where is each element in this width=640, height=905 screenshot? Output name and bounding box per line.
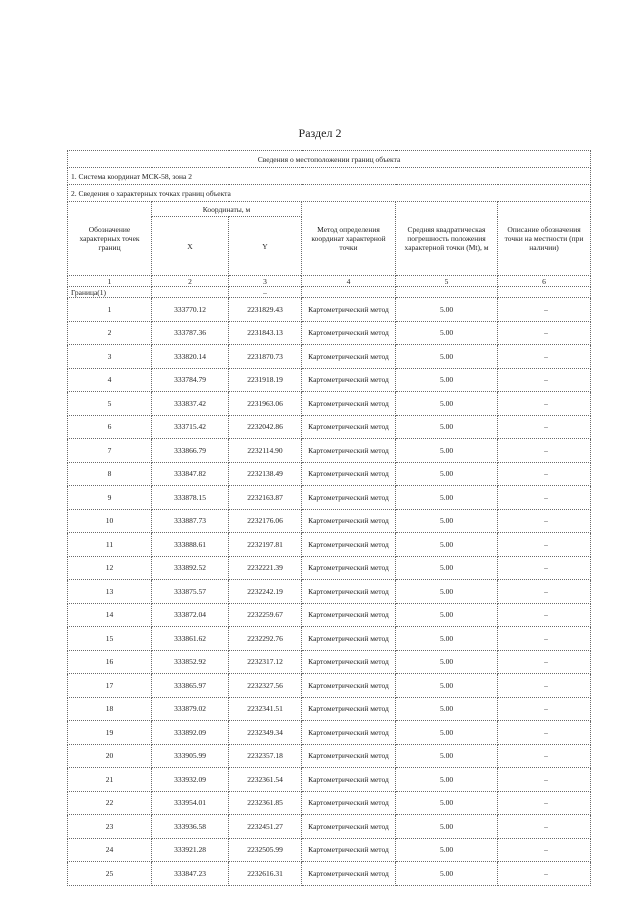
header-accuracy: Средняя квадратическая погрешность положения характерной точки (Mt), м <box>396 202 498 276</box>
column-number: 2 <box>152 276 229 287</box>
method-cell: Картометрический метод <box>302 862 396 886</box>
coord-y: 2232317.12 <box>229 650 302 674</box>
table-row <box>68 580 591 604</box>
coord-y: 2232163.87 <box>229 486 302 510</box>
description-cell: – <box>498 815 591 839</box>
coord-x: 333932.09 <box>152 768 229 792</box>
section-heading: Раздел 2 <box>298 126 342 140</box>
coord-x: 333820.14 <box>152 345 229 369</box>
coord-x: 333847.23 <box>152 862 229 886</box>
coord-x: 333921.28 <box>152 838 229 862</box>
accuracy-cell: 5.00 <box>396 697 498 721</box>
accuracy-cell: 5.00 <box>396 298 498 322</box>
method-cell: Картометрический метод <box>302 415 396 439</box>
coord-x: 333715.42 <box>152 415 229 439</box>
table-row <box>68 627 591 651</box>
accuracy-cell: 5.00 <box>396 650 498 674</box>
table-row <box>68 674 591 698</box>
header-coordinates: Координаты, м <box>152 202 302 217</box>
header-x: X <box>152 217 229 276</box>
coord-x: 333837.42 <box>152 392 229 416</box>
coord-x: 333861.62 <box>152 627 229 651</box>
table-row <box>68 533 591 557</box>
method-cell: Картометрический метод <box>302 815 396 839</box>
method-cell: Картометрический метод <box>302 345 396 369</box>
accuracy-cell: 5.00 <box>396 721 498 745</box>
coord-x: 333875.57 <box>152 580 229 604</box>
description-cell: – <box>498 674 591 698</box>
point-number: 22 <box>68 791 152 815</box>
description-cell: – <box>498 486 591 510</box>
method-cell: Картометрический метод <box>302 768 396 792</box>
point-number: 9 <box>68 486 152 510</box>
accuracy-cell: 5.00 <box>396 415 498 439</box>
point-number: 7 <box>68 439 152 463</box>
coord-y: 2232505.99 <box>229 838 302 862</box>
coord-y: 2231870.73 <box>229 345 302 369</box>
coord-x: 333847.82 <box>152 462 229 486</box>
coord-y: 2232357.18 <box>229 744 302 768</box>
accuracy-cell: 5.00 <box>396 862 498 886</box>
accuracy-cell: 5.00 <box>396 768 498 792</box>
coord-y: 2231843.13 <box>229 321 302 345</box>
point-number: 17 <box>68 674 152 698</box>
point-number: 15 <box>68 627 152 651</box>
table-row <box>68 721 591 745</box>
method-cell: Картометрический метод <box>302 556 396 580</box>
method-cell: Картометрический метод <box>302 838 396 862</box>
coord-x: 333905.99 <box>152 744 229 768</box>
points-section-line: 2. Сведения о характерных точках границ объекта <box>68 185 591 202</box>
description-cell: – <box>498 321 591 345</box>
description-cell: – <box>498 744 591 768</box>
coord-y: 2232451.27 <box>229 815 302 839</box>
accuracy-cell: 5.00 <box>396 439 498 463</box>
point-number: 13 <box>68 580 152 604</box>
coord-y: 2232242.19 <box>229 580 302 604</box>
coord-x: 333770.12 <box>152 298 229 322</box>
method-cell: Картометрический метод <box>302 509 396 533</box>
group-label: Граница(1) <box>68 287 152 298</box>
method-cell: Картометрический метод <box>302 791 396 815</box>
accuracy-cell: 5.00 <box>396 556 498 580</box>
coord-x: 333878.15 <box>152 486 229 510</box>
table-row <box>68 650 591 674</box>
coord-y: 2231829.43 <box>229 298 302 322</box>
description-cell: – <box>498 862 591 886</box>
accuracy-cell: 5.00 <box>396 345 498 369</box>
accuracy-cell: 5.00 <box>396 533 498 557</box>
coord-y: 2232327.56 <box>229 674 302 698</box>
coord-x: 333892.09 <box>152 721 229 745</box>
accuracy-cell: 5.00 <box>396 368 498 392</box>
description-cell: – <box>498 439 591 463</box>
point-number: 16 <box>68 650 152 674</box>
accuracy-cell: 5.00 <box>396 462 498 486</box>
method-cell: Картометрический метод <box>302 744 396 768</box>
accuracy-cell: 5.00 <box>396 674 498 698</box>
table-row <box>68 768 591 792</box>
coord-x: 333954.01 <box>152 791 229 815</box>
table-row <box>68 439 591 463</box>
accuracy-cell: 5.00 <box>396 744 498 768</box>
accuracy-cell: 5.00 <box>396 838 498 862</box>
accuracy-cell: 5.00 <box>396 509 498 533</box>
description-cell: – <box>498 721 591 745</box>
point-number: 6 <box>68 415 152 439</box>
point-number: 4 <box>68 368 152 392</box>
point-number: 8 <box>68 462 152 486</box>
coord-y: 2232349.34 <box>229 721 302 745</box>
coord-x: 333866.79 <box>152 439 229 463</box>
accuracy-cell: 5.00 <box>396 815 498 839</box>
coord-x: 333865.97 <box>152 674 229 698</box>
coord-x: 333784.79 <box>152 368 229 392</box>
coord-y: 2232138.49 <box>229 462 302 486</box>
point-number: 5 <box>68 392 152 416</box>
description-cell: – <box>498 838 591 862</box>
coord-y: 2232114.90 <box>229 439 302 463</box>
description-cell: – <box>498 368 591 392</box>
method-cell: Картометрический метод <box>302 674 396 698</box>
point-number: 19 <box>68 721 152 745</box>
point-number: 14 <box>68 603 152 627</box>
coord-y: 2232042.86 <box>229 415 302 439</box>
description-cell: – <box>498 768 591 792</box>
method-cell: Картометрический метод <box>302 462 396 486</box>
header-y: Y <box>229 217 302 276</box>
table-row <box>68 345 591 369</box>
table-row <box>68 298 591 322</box>
method-cell: Картометрический метод <box>302 721 396 745</box>
table-row <box>68 509 591 533</box>
method-cell: Картометрический метод <box>302 439 396 463</box>
coord-x: 333879.02 <box>152 697 229 721</box>
accuracy-cell: 5.00 <box>396 392 498 416</box>
point-number: 2 <box>68 321 152 345</box>
coord-x: 333787.36 <box>152 321 229 345</box>
coord-y: 2232259.67 <box>229 603 302 627</box>
table-row <box>68 462 591 486</box>
description-cell: – <box>498 392 591 416</box>
table-row <box>68 744 591 768</box>
coord-y: 2232197.81 <box>229 533 302 557</box>
table-row <box>68 697 591 721</box>
header-designation: Обозначение характерных точек границ <box>68 202 152 276</box>
method-cell: Картометрический метод <box>302 486 396 510</box>
coord-y: 2232616.31 <box>229 862 302 886</box>
point-number: 20 <box>68 744 152 768</box>
coord-y: 2232341.51 <box>229 697 302 721</box>
point-number: 25 <box>68 862 152 886</box>
coord-y: 2232176.06 <box>229 509 302 533</box>
accuracy-cell: 5.00 <box>396 321 498 345</box>
description-cell: – <box>498 415 591 439</box>
coord-x: 333936.58 <box>152 815 229 839</box>
header-description: Описание обозначения точки на местности (при наличии) <box>498 202 591 276</box>
description-cell: – <box>498 462 591 486</box>
description-cell: – <box>498 603 591 627</box>
table-row <box>68 415 591 439</box>
coord-x: 333892.52 <box>152 556 229 580</box>
description-cell: – <box>498 298 591 322</box>
accuracy-cell: 5.00 <box>396 603 498 627</box>
boundary-points-table <box>67 150 591 886</box>
table-row <box>68 486 591 510</box>
table-row <box>68 838 591 862</box>
column-number: 3 <box>229 276 302 287</box>
column-number: 4 <box>302 276 396 287</box>
table-row <box>68 321 591 345</box>
table-row <box>68 791 591 815</box>
method-cell: Картометрический метод <box>302 368 396 392</box>
description-cell: – <box>498 791 591 815</box>
coord-y: 2231918.19 <box>229 368 302 392</box>
column-number: 6 <box>498 276 591 287</box>
method-cell: Картометрический метод <box>302 298 396 322</box>
description-cell: – <box>498 556 591 580</box>
coord-y: 2232361.54 <box>229 768 302 792</box>
coord-y: 2232221.39 <box>229 556 302 580</box>
description-cell: – <box>498 509 591 533</box>
coord-y: 2232292.76 <box>229 627 302 651</box>
coord-x: 333888.61 <box>152 533 229 557</box>
description-cell: – <box>498 697 591 721</box>
coordinate-system-line: 1. Система координат МСК-58, зона 2 <box>68 168 591 185</box>
description-cell: – <box>498 627 591 651</box>
point-number: 18 <box>68 697 152 721</box>
point-number: 12 <box>68 556 152 580</box>
method-cell: Картометрический метод <box>302 580 396 604</box>
point-number: 1 <box>68 298 152 322</box>
description-cell: – <box>498 345 591 369</box>
point-number: 10 <box>68 509 152 533</box>
method-cell: Картометрический метод <box>302 392 396 416</box>
coord-x: 333852.92 <box>152 650 229 674</box>
coord-y: 2232361.85 <box>229 791 302 815</box>
accuracy-cell: 5.00 <box>396 580 498 604</box>
column-number: 1 <box>68 276 152 287</box>
table-row <box>68 815 591 839</box>
description-cell: – <box>498 650 591 674</box>
coord-y: 2231963.06 <box>229 392 302 416</box>
table-title: Сведения о местоположении границ объекта <box>68 151 591 168</box>
column-number: 5 <box>396 276 498 287</box>
description-cell: – <box>498 580 591 604</box>
table-row <box>68 368 591 392</box>
point-number: 23 <box>68 815 152 839</box>
method-cell: Картометрический метод <box>302 321 396 345</box>
coord-x: 333872.04 <box>152 603 229 627</box>
method-cell: Картометрический метод <box>302 650 396 674</box>
header-method: Метод определения координат характерной точки <box>302 202 396 276</box>
description-cell: – <box>498 533 591 557</box>
table-row <box>68 862 591 886</box>
method-cell: Картометрический метод <box>302 533 396 557</box>
point-number: 24 <box>68 838 152 862</box>
group-dash: – <box>229 287 302 298</box>
method-cell: Картометрический метод <box>302 603 396 627</box>
table-row <box>68 603 591 627</box>
method-cell: Картометрический метод <box>302 697 396 721</box>
method-cell: Картометрический метод <box>302 627 396 651</box>
accuracy-cell: 5.00 <box>396 627 498 651</box>
point-number: 21 <box>68 768 152 792</box>
table-row <box>68 392 591 416</box>
accuracy-cell: 5.00 <box>396 791 498 815</box>
coord-x: 333887.73 <box>152 509 229 533</box>
point-number: 3 <box>68 345 152 369</box>
table-row <box>68 556 591 580</box>
point-number: 11 <box>68 533 152 557</box>
accuracy-cell: 5.00 <box>396 486 498 510</box>
